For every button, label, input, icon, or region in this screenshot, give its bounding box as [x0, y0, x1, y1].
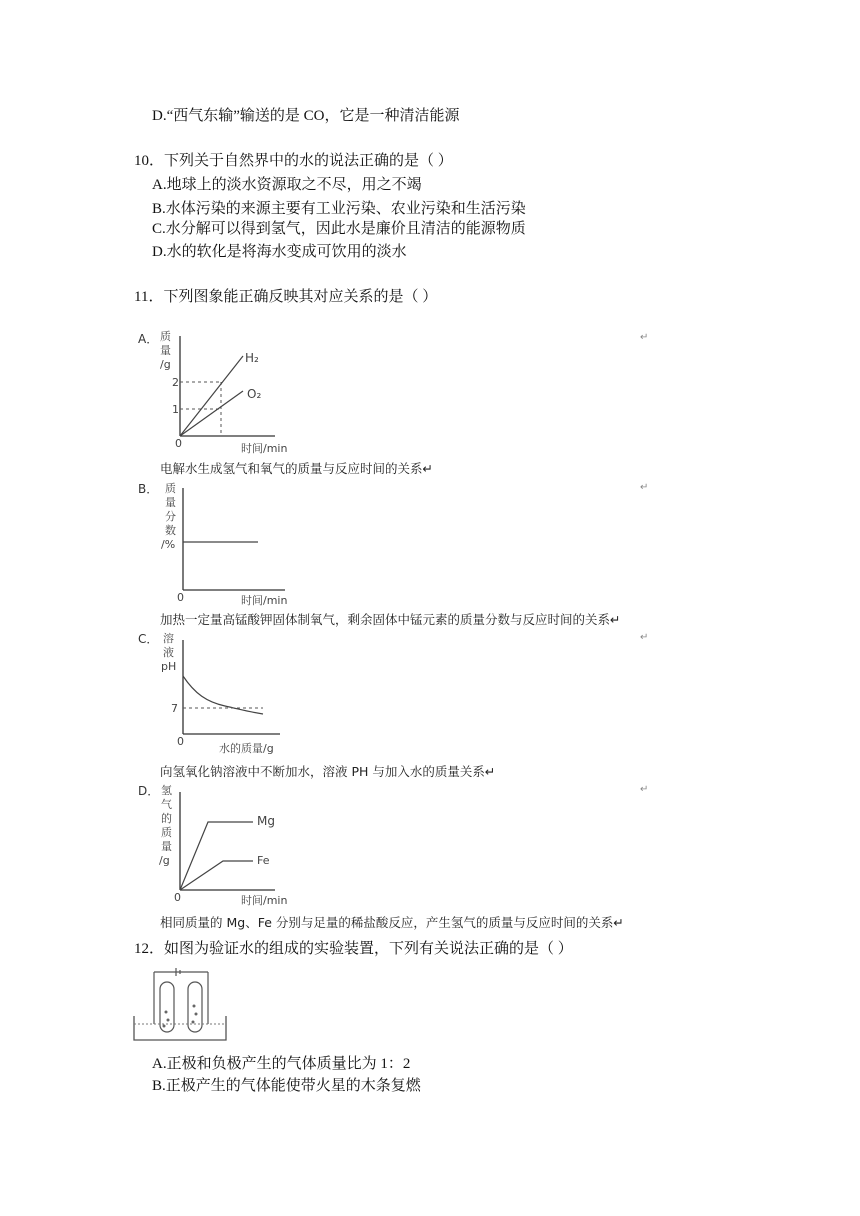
chart-c-ylabel-part: 液 [163, 646, 174, 659]
chart-a-caption: 电解水生成氢气和氧气的质量与反应时间的关系↵ [160, 461, 433, 476]
chart-a-ylabel-part: 量 [160, 344, 171, 357]
chart-c-graph [155, 630, 325, 760]
question-12-option-a: A.正极和负极产生的气体质量比为 1：2 [152, 1056, 411, 1072]
chart-b-graph [155, 478, 315, 608]
chart-d-ylabel-part: 质 [161, 826, 172, 839]
option-text: D.“西气东输”输送的是 CO，它是一种清洁能源 [152, 108, 460, 124]
chart-b-ylabel-part: 数 [165, 524, 176, 537]
question-10-option-a: A.地球上的淡水资源取之不尽，用之不竭 [152, 177, 422, 193]
chart-a-xlabel: 时间/min [241, 442, 288, 455]
chart-b-xlabel: 时间/min [241, 594, 288, 607]
chart-d-ylabel-part: 的 [161, 812, 172, 825]
chart-c-tick: 7 [171, 702, 178, 715]
question-10-stem: 10．下列关于自然界中的水的说法正确的是（ ） [134, 153, 453, 169]
chart-b-ylabel-part: 量 [165, 496, 176, 509]
chart-b-ylabel-part: 分 [165, 510, 176, 523]
question-12-option-b: B.正极产生的气体能使带火星的木条复燃 [152, 1078, 421, 1094]
chart-a-tick: 1 [172, 403, 179, 416]
question-10-option-c: C.水分解可以得到氢气，因此水是廉价且清洁的能源物质 [152, 221, 526, 237]
chart-a-option-label: A． [138, 332, 159, 346]
return-mark: ↵ [640, 632, 649, 643]
chart-c-ylabel: 溶 [163, 632, 174, 645]
chart-d-mg-label: Mg [257, 814, 275, 828]
chart-d-ylabel-part: 量 [161, 840, 172, 853]
chart-d-xlabel: 时间/min [241, 894, 288, 907]
chart-d-fe-label: Fe [257, 854, 270, 867]
chart-d-ylabel-part: /g [159, 854, 170, 867]
chart-a-tick: 0 [175, 437, 182, 450]
chart-d-ylabel: 氢 [161, 784, 172, 797]
return-mark: ↵ [640, 482, 649, 493]
chart-a-ylabel: 质 [160, 330, 171, 343]
chart-b-tick: 0 [177, 591, 184, 604]
chart-d-fe-line [180, 861, 253, 890]
chart-c-tick: 0 [177, 735, 184, 748]
return-mark: ↵ [640, 332, 649, 343]
chart-b-ylabel-part: /% [161, 538, 176, 551]
chart-b-caption: 加热一定量高锰酸钾固体制氧气，剩余固体中锰元素的质量分数与反应时间的关系↵ [160, 612, 621, 627]
question-10-option-d: D.水的软化是将海水变成可饮用的淡水 [152, 244, 407, 260]
chart-b-ylabel: 质 [165, 482, 176, 495]
chart-a-ylabel-part: /g [160, 358, 171, 371]
chart-a-o2-label: O₂ [247, 387, 262, 401]
chart-c-ylabel-part: pH [161, 660, 177, 673]
chart-d-mg-line [180, 822, 253, 890]
chart-b-option-label: B． [138, 482, 159, 496]
chart-d-caption: 相同质量的 Mg、Fe 分别与足量的稀盐酸反应，产生氢气的质量与反应时间的关系↵ [160, 915, 624, 930]
question-12-stem: 12．如图为验证水的组成的实验装置，下列有关说法正确的是（ ） [134, 941, 573, 957]
question-10-option-b: B.水体污染的来源主要有工业污染、农业污染和生活污染 [152, 201, 526, 217]
question-11-stem: 11．下列图象能正确反映其对应关系的是（ ） [134, 289, 438, 305]
chart-d-tick: 0 [174, 891, 181, 904]
chart-d-graph [155, 782, 315, 910]
chart-a-h2-line [180, 356, 243, 436]
chart-c-option-label: C． [138, 632, 159, 646]
electrolysis-apparatus-figure [130, 966, 230, 1046]
chart-a-tick: 2 [172, 376, 179, 389]
chart-a-graph [155, 326, 315, 456]
chart-a-h2-label: H₂ [245, 351, 259, 365]
chart-d-option-label: D． [138, 784, 160, 798]
chart-c-caption: 向氢氧化钠溶液中不断加水，溶液 PH 与加入水的质量关系↵ [160, 764, 496, 779]
chart-c-xlabel: 水的质量/g [219, 742, 274, 755]
chart-d-ylabel-part: 气 [161, 798, 172, 811]
return-mark: ↵ [640, 784, 649, 795]
chart-a-o2-line [180, 391, 243, 436]
